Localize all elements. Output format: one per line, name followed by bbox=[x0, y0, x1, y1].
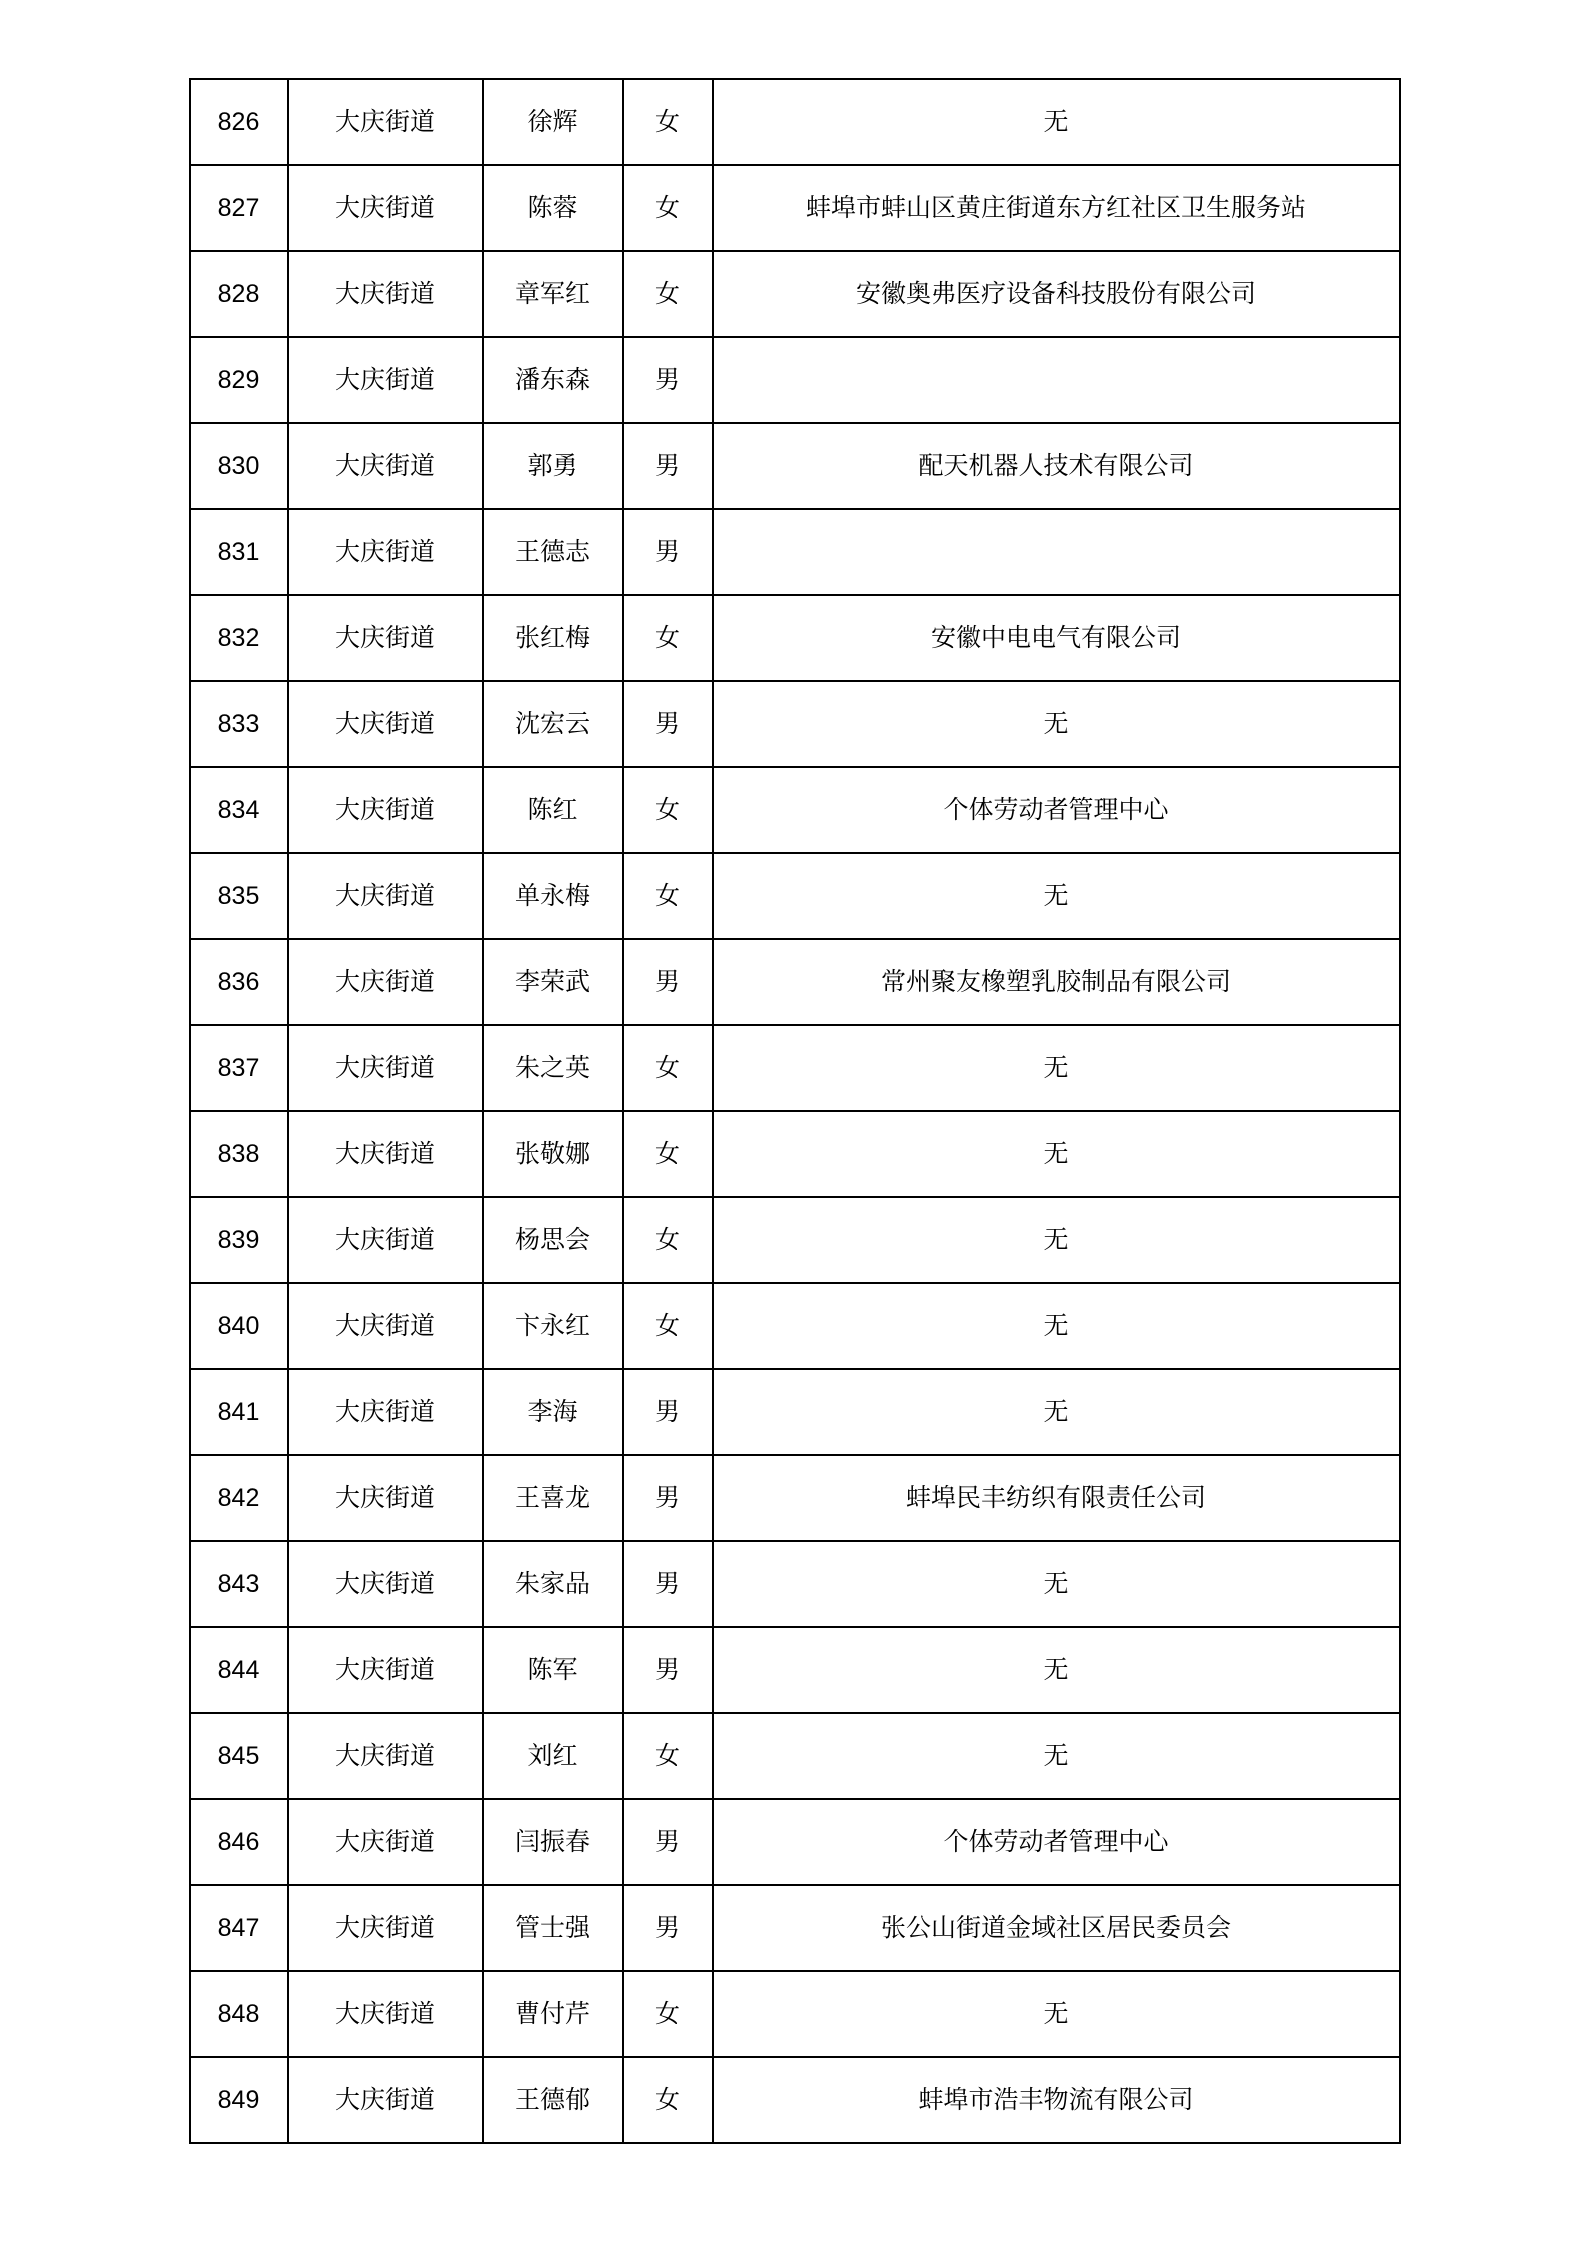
cell-name: 曹付芹 bbox=[483, 1971, 623, 2057]
cell-unit: 蚌埠市浩丰物流有限公司 bbox=[713, 2057, 1400, 2143]
roster-table-body bbox=[190, 79, 1400, 2143]
cell-name: 杨思会 bbox=[483, 1197, 623, 1283]
cell-name: 朱家品 bbox=[483, 1541, 623, 1627]
cell-name: 郭勇 bbox=[483, 423, 623, 509]
table-row bbox=[190, 1197, 1400, 1283]
table-row bbox=[190, 165, 1400, 251]
table-row bbox=[190, 251, 1400, 337]
table-row bbox=[190, 853, 1400, 939]
cell-gender: 女 bbox=[623, 1283, 713, 1369]
cell-sequence: 849 bbox=[190, 2057, 288, 2143]
cell-gender: 女 bbox=[623, 1025, 713, 1111]
cell-name: 闫振春 bbox=[483, 1799, 623, 1885]
cell-name: 李海 bbox=[483, 1369, 623, 1455]
cell-sequence: 846 bbox=[190, 1799, 288, 1885]
cell-street: 大庆街道 bbox=[288, 1197, 483, 1283]
cell-unit: 蚌埠民丰纺织有限责任公司 bbox=[713, 1455, 1400, 1541]
cell-unit: 无 bbox=[713, 79, 1400, 165]
cell-gender: 男 bbox=[623, 1541, 713, 1627]
cell-street: 大庆街道 bbox=[288, 1455, 483, 1541]
cell-street: 大庆街道 bbox=[288, 1369, 483, 1455]
cell-unit: 张公山街道金域社区居民委员会 bbox=[713, 1885, 1400, 1971]
cell-street: 大庆街道 bbox=[288, 1025, 483, 1111]
cell-sequence: 841 bbox=[190, 1369, 288, 1455]
cell-sequence: 842 bbox=[190, 1455, 288, 1541]
cell-name: 朱之英 bbox=[483, 1025, 623, 1111]
cell-street: 大庆街道 bbox=[288, 1713, 483, 1799]
cell-name: 章军红 bbox=[483, 251, 623, 337]
cell-unit: 无 bbox=[713, 1369, 1400, 1455]
cell-sequence: 838 bbox=[190, 1111, 288, 1197]
cell-gender: 男 bbox=[623, 1627, 713, 1713]
cell-gender: 女 bbox=[623, 1971, 713, 2057]
cell-sequence: 834 bbox=[190, 767, 288, 853]
cell-gender: 女 bbox=[623, 2057, 713, 2143]
cell-unit: 无 bbox=[713, 1541, 1400, 1627]
cell-street: 大庆街道 bbox=[288, 939, 483, 1025]
cell-unit: 配天机器人技术有限公司 bbox=[713, 423, 1400, 509]
table-row bbox=[190, 1025, 1400, 1111]
cell-street: 大庆街道 bbox=[288, 1885, 483, 1971]
cell-sequence: 839 bbox=[190, 1197, 288, 1283]
cell-name: 单永梅 bbox=[483, 853, 623, 939]
cell-gender: 女 bbox=[623, 595, 713, 681]
cell-unit bbox=[713, 337, 1400, 423]
cell-street: 大庆街道 bbox=[288, 509, 483, 595]
cell-sequence: 826 bbox=[190, 79, 288, 165]
cell-unit bbox=[713, 509, 1400, 595]
cell-gender: 女 bbox=[623, 767, 713, 853]
cell-street: 大庆街道 bbox=[288, 251, 483, 337]
cell-sequence: 830 bbox=[190, 423, 288, 509]
cell-gender: 男 bbox=[623, 681, 713, 767]
cell-sequence: 836 bbox=[190, 939, 288, 1025]
cell-unit: 无 bbox=[713, 1025, 1400, 1111]
cell-unit: 安徽奥弗医疗设备科技股份有限公司 bbox=[713, 251, 1400, 337]
cell-name: 王德郁 bbox=[483, 2057, 623, 2143]
table-row bbox=[190, 1885, 1400, 1971]
table-row bbox=[190, 1971, 1400, 2057]
cell-street: 大庆街道 bbox=[288, 2057, 483, 2143]
cell-gender: 女 bbox=[623, 1713, 713, 1799]
cell-name: 张红梅 bbox=[483, 595, 623, 681]
cell-name: 徐辉 bbox=[483, 79, 623, 165]
cell-street: 大庆街道 bbox=[288, 767, 483, 853]
cell-street: 大庆街道 bbox=[288, 1283, 483, 1369]
cell-name: 李荣武 bbox=[483, 939, 623, 1025]
table-row bbox=[190, 79, 1400, 165]
table-row bbox=[190, 595, 1400, 681]
table-row bbox=[190, 1369, 1400, 1455]
table-row bbox=[190, 1627, 1400, 1713]
table-row bbox=[190, 767, 1400, 853]
cell-sequence: 827 bbox=[190, 165, 288, 251]
cell-street: 大庆街道 bbox=[288, 853, 483, 939]
cell-sequence: 844 bbox=[190, 1627, 288, 1713]
cell-gender: 女 bbox=[623, 165, 713, 251]
cell-sequence: 837 bbox=[190, 1025, 288, 1111]
table-row bbox=[190, 1283, 1400, 1369]
cell-unit: 安徽中电电气有限公司 bbox=[713, 595, 1400, 681]
cell-gender: 女 bbox=[623, 1197, 713, 1283]
cell-gender: 女 bbox=[623, 853, 713, 939]
cell-name: 王德志 bbox=[483, 509, 623, 595]
cell-name: 陈蓉 bbox=[483, 165, 623, 251]
cell-unit: 无 bbox=[713, 1713, 1400, 1799]
cell-street: 大庆街道 bbox=[288, 681, 483, 767]
cell-name: 王喜龙 bbox=[483, 1455, 623, 1541]
cell-unit: 无 bbox=[713, 1971, 1400, 2057]
cell-gender: 男 bbox=[623, 1885, 713, 1971]
cell-gender: 男 bbox=[623, 1455, 713, 1541]
cell-gender: 女 bbox=[623, 79, 713, 165]
cell-street: 大庆街道 bbox=[288, 1627, 483, 1713]
table-row bbox=[190, 1799, 1400, 1885]
cell-street: 大庆街道 bbox=[288, 165, 483, 251]
cell-name: 张敬娜 bbox=[483, 1111, 623, 1197]
cell-unit: 无 bbox=[713, 681, 1400, 767]
table-row bbox=[190, 1111, 1400, 1197]
cell-street: 大庆街道 bbox=[288, 1541, 483, 1627]
cell-name: 刘红 bbox=[483, 1713, 623, 1799]
table-row bbox=[190, 337, 1400, 423]
cell-sequence: 847 bbox=[190, 1885, 288, 1971]
cell-name: 陈军 bbox=[483, 1627, 623, 1713]
table-row bbox=[190, 1713, 1400, 1799]
cell-street: 大庆街道 bbox=[288, 337, 483, 423]
table-row bbox=[190, 423, 1400, 509]
cell-unit: 无 bbox=[713, 1111, 1400, 1197]
roster-table-wrapper bbox=[189, 78, 1399, 2144]
table-row bbox=[190, 1455, 1400, 1541]
cell-unit: 个体劳动者管理中心 bbox=[713, 767, 1400, 853]
cell-street: 大庆街道 bbox=[288, 1799, 483, 1885]
cell-sequence: 840 bbox=[190, 1283, 288, 1369]
cell-sequence: 831 bbox=[190, 509, 288, 595]
cell-gender: 男 bbox=[623, 939, 713, 1025]
cell-sequence: 833 bbox=[190, 681, 288, 767]
cell-unit: 常州聚友橡塑乳胶制品有限公司 bbox=[713, 939, 1400, 1025]
cell-gender: 男 bbox=[623, 509, 713, 595]
cell-street: 大庆街道 bbox=[288, 423, 483, 509]
cell-unit: 无 bbox=[713, 1283, 1400, 1369]
cell-name: 卞永红 bbox=[483, 1283, 623, 1369]
roster-table bbox=[189, 78, 1401, 2144]
cell-gender: 女 bbox=[623, 251, 713, 337]
cell-name: 沈宏云 bbox=[483, 681, 623, 767]
cell-sequence: 832 bbox=[190, 595, 288, 681]
cell-sequence: 829 bbox=[190, 337, 288, 423]
cell-unit: 个体劳动者管理中心 bbox=[713, 1799, 1400, 1885]
cell-sequence: 845 bbox=[190, 1713, 288, 1799]
cell-sequence: 835 bbox=[190, 853, 288, 939]
table-row bbox=[190, 681, 1400, 767]
cell-gender: 男 bbox=[623, 1369, 713, 1455]
table-row bbox=[190, 1541, 1400, 1627]
cell-sequence: 843 bbox=[190, 1541, 288, 1627]
cell-unit: 蚌埠市蚌山区黄庄街道东方红社区卫生服务站 bbox=[713, 165, 1400, 251]
cell-gender: 男 bbox=[623, 337, 713, 423]
table-row bbox=[190, 509, 1400, 595]
table-row bbox=[190, 939, 1400, 1025]
cell-gender: 男 bbox=[623, 1799, 713, 1885]
cell-sequence: 848 bbox=[190, 1971, 288, 2057]
cell-sequence: 828 bbox=[190, 251, 288, 337]
cell-unit: 无 bbox=[713, 1197, 1400, 1283]
cell-street: 大庆街道 bbox=[288, 1111, 483, 1197]
cell-street: 大庆街道 bbox=[288, 595, 483, 681]
table-row bbox=[190, 2057, 1400, 2143]
cell-street: 大庆街道 bbox=[288, 79, 483, 165]
cell-gender: 男 bbox=[623, 423, 713, 509]
cell-gender: 女 bbox=[623, 1111, 713, 1197]
cell-name: 陈红 bbox=[483, 767, 623, 853]
cell-name: 潘东森 bbox=[483, 337, 623, 423]
cell-unit: 无 bbox=[713, 853, 1400, 939]
cell-unit: 无 bbox=[713, 1627, 1400, 1713]
cell-street: 大庆街道 bbox=[288, 1971, 483, 2057]
cell-name: 管士强 bbox=[483, 1885, 623, 1971]
